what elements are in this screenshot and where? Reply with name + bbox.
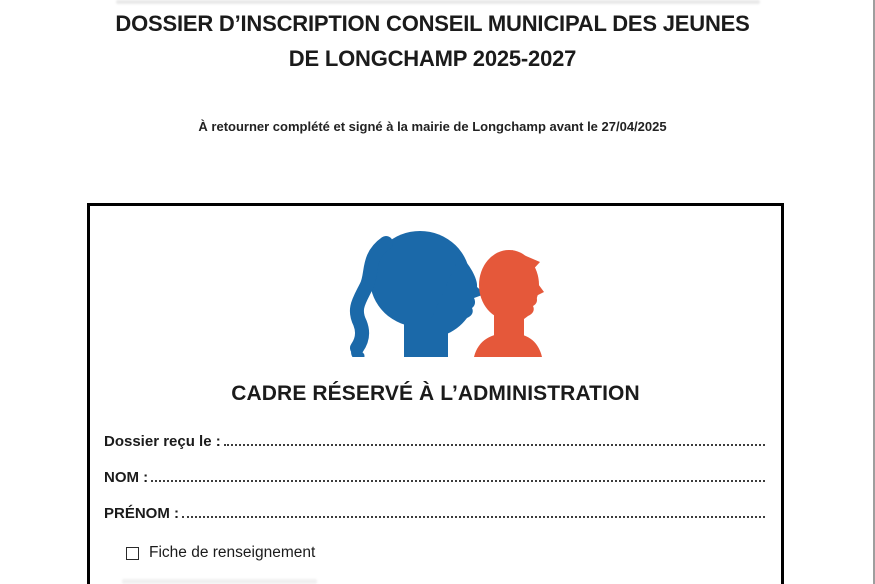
document-title-line2: DE LONGCHAMP 2025-2027 xyxy=(288,46,577,71)
document-title xyxy=(0,6,865,76)
admin-fields xyxy=(90,426,781,534)
field-label: NOM : xyxy=(104,469,149,486)
dotted-fill-line xyxy=(182,516,765,518)
cropped-text-remnant-top xyxy=(116,0,760,4)
cropped-text-remnant-bottom xyxy=(122,579,317,584)
dotted-fill-line xyxy=(151,480,765,482)
logo-container xyxy=(90,227,781,357)
admin-box-heading: CADRE RÉSERVÉ À L’ADMINISTRATION xyxy=(231,382,640,405)
field-label: Dossier reçu le : xyxy=(104,433,221,450)
girl-and-boy-silhouettes-logo xyxy=(326,227,546,357)
field-dossier-recu-le xyxy=(104,426,767,462)
checkbox-icon[interactable] xyxy=(126,547,139,560)
admin-reserved-box xyxy=(87,203,784,584)
document-title-line1: DOSSIER D’INSCRIPTION CONSEIL MUNICIPAL DES JEUNES xyxy=(115,11,750,36)
checkbox-row-fiche-de-renseignement xyxy=(126,544,781,562)
field-label: PRÉNOM : xyxy=(104,505,179,522)
return-instruction: À retourner complété et signé à la mairie de Longchamp avant le 27/04/2025 xyxy=(198,119,667,134)
checkbox-label: Fiche de renseignement xyxy=(149,544,316,561)
field-prenom xyxy=(104,498,767,534)
dotted-fill-line xyxy=(224,444,765,446)
field-nom xyxy=(104,462,767,498)
